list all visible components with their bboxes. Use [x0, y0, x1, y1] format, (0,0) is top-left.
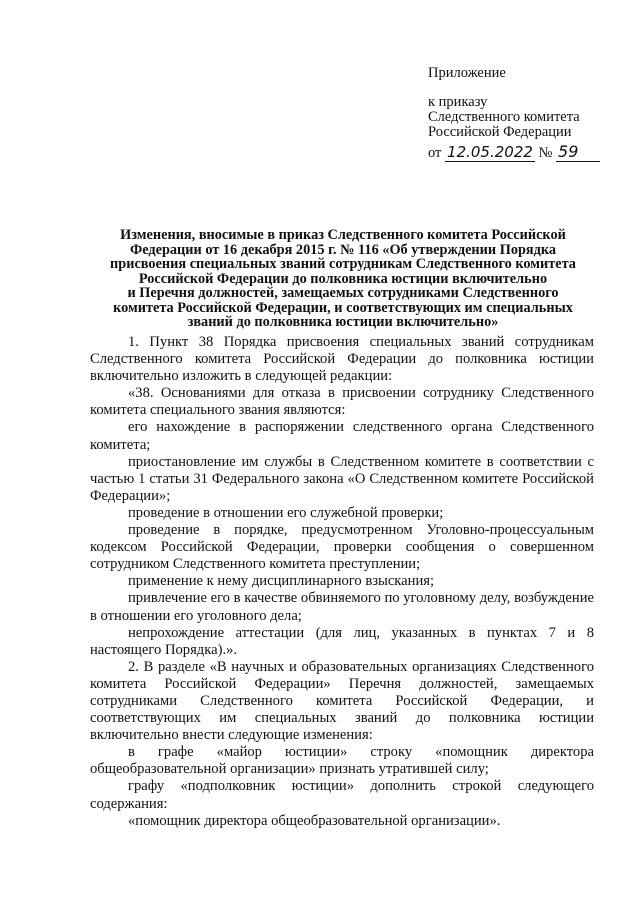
paragraph: его нахождение в распоряжении следственного органа Следственного комитета; — [90, 419, 594, 453]
title-line: Федерации от 16 декабря 2015 г. № 116 «Об утверждении Порядка — [129, 241, 557, 258]
paragraph: непрохождение аттестации (для лиц, указанных в пунктах 7 и 8 настоящего Порядка).». — [90, 624, 594, 658]
title-line: присвоения специальных званий сотрудникам Следственного комитета — [110, 256, 576, 272]
paragraph: «помощник директора общеобразовательной организации». — [128, 812, 501, 829]
document-title — [90, 228, 596, 330]
document-body — [90, 334, 594, 830]
paragraph: проведение в отношении его служебной проверки; — [128, 504, 444, 521]
paragraph-item-1: 1. Пункт 38 Порядка присвоения специальных званий сотрудникам Следственного комитета Российской Федерации до полковника юстиции включительно изложить в следующей редакции: — [90, 334, 594, 385]
paragraph: в графе «майор юстиции» строку «помощник директора общеобразовательной организации» признать утратившей силу; — [90, 744, 594, 778]
handwritten-date: 12.05.2022 — [447, 143, 533, 161]
title-line: и Перечня должностей, замещаемых сотрудниками Следственного — [127, 285, 559, 301]
date-prefix: от — [428, 145, 442, 161]
paragraph: приостановление им службы в Следственном комитете в соответствии с частью 1 статьи 31 Федерального закона «О Следственном комитете Российской Федерации»; — [90, 453, 594, 504]
paragraph: применение к нему дисциплинарного взыскания; — [128, 573, 435, 590]
attachment-label: Приложение — [428, 65, 506, 81]
paragraph-quote-38: «38. Основаниями для отказа в присвоении сотруднику Следственного комитета специального звания являются: — [90, 385, 594, 419]
paragraph: привлечение его в качестве обвиняемого по уголовному делу, возбуждение в отношении его уголовного дела; — [90, 590, 594, 624]
attachment-order-line-3: Российской Федерации — [428, 124, 572, 140]
paragraph-item-2: 2. В разделе «В научных и образовательных организациях Следственного комитета Российской Федерации» Перечня должностей, замещаемых сотрудниками Следственного комитета Российской Федерации, и соответствующих им специальных званий до полковника юстиции включительно внести следующие изменения: — [90, 658, 594, 744]
title-line: званий до полковника юстиции включительно» — [187, 314, 499, 330]
paragraph: проведение в порядке, предусмотренном Уголовно-процессуальным кодексом Российской Федерации, проверки сообщения о совершенном сотрудником Следственного комитета преступлении; — [90, 522, 594, 573]
paragraph: графу «подполковник юстиции» дополнить строкой следующего содержания: — [90, 778, 594, 812]
title-line: Изменения, вносимые в приказ Следственного комитета Российской — [120, 227, 566, 243]
title-line: Российской Федерации до полковника юстиции включительно — [138, 270, 548, 287]
attachment-order-line-1: к приказу — [428, 94, 488, 110]
attachment-order-line-2: Следственного комитета — [428, 109, 580, 125]
handwritten-number: 59 — [556, 142, 600, 162]
number-prefix: № — [538, 145, 553, 161]
attachment-header — [428, 66, 628, 140]
order-date-number — [428, 142, 628, 162]
title-line: комитета Российской Федерации, и соответствующих им специальных — [113, 299, 573, 316]
